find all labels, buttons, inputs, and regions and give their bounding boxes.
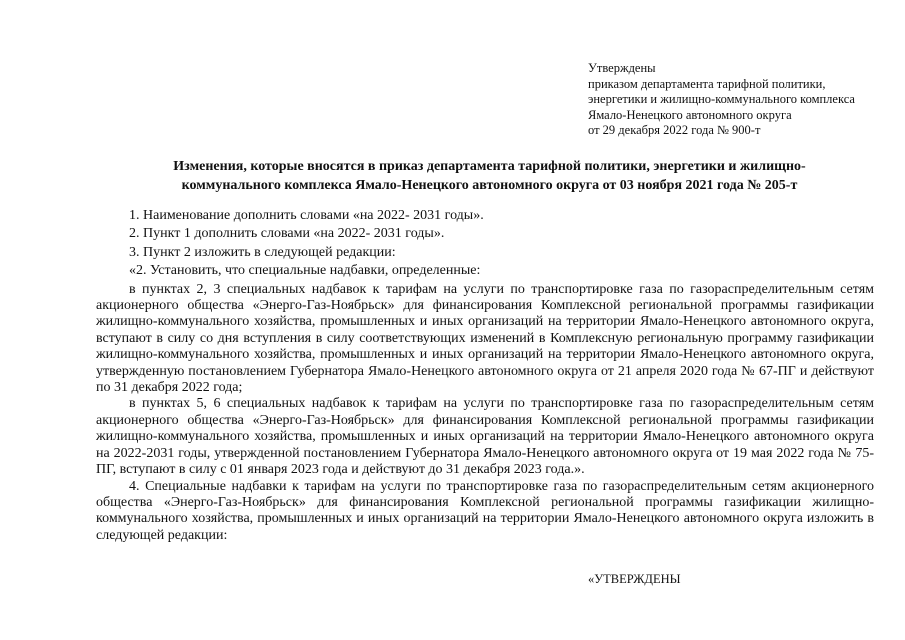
approval-line-5: от 29 декабря 2022 года № 900-т — [588, 123, 761, 138]
approval-line-1: Утверждены — [588, 61, 656, 75]
paragraph-3: 3. Пункт 2 изложить в следующей редакции: — [129, 244, 396, 260]
title-line-2: коммунального комплекса Ямало-Ненецкого автономного округа от 03 ноября 2021 года № 205-т — [181, 178, 798, 193]
paragraph-2: 2. Пункт 1 дополнить словами «на 2022- 2031 годы». — [129, 226, 445, 242]
paragraph-4: «2. Установить, что специальные надбавки, определенные: — [129, 263, 481, 279]
document-body — [96, 208, 874, 544]
paragraph-6: в пунктах 5, 6 специальных надбавок к тарифам на услуги по транспортировке газа по газораспределительным сетям акционерного общества «Энерго-Газ-Ноябрьск» для финансирования Комплексной региональной программы газификации жилищно-коммунального хозяйства, промышленных и иных организаций на территории Ямало-Ненецкого автономного округа на 2022-2031 годы, утвержденной постановлением Губернатора Ямало-Ненецкого автономного округа от 19 мая 2022 года № 75-ПГ, вступают в силу с 01 января 2023 года и действуют до 31 декабря 2023 года.». — [96, 396, 874, 478]
approval-line-2: приказом департамента тарифной политики, — [588, 76, 826, 91]
paragraph-7: 4. Специальные надбавки к тарифам на услуги по транспортировке газа по газораспределительным сетям акционерного общества «Энерго-Газ-Ноябрьск» для финансирования Комплексной региональной программы газификации жилищно-коммунального хозяйства, промышленных и иных организаций на территории Ямало-Ненецкого автономного округа изложить в следующей редакции: — [96, 478, 874, 543]
approval-block — [588, 61, 888, 139]
approval-line-3: энергетики и жилищно-коммунального комплекса — [588, 92, 855, 107]
title-line-1: Изменения, которые вносятся в приказ департамента тарифной политики, энергетики и жилищно- — [173, 159, 806, 174]
document-title — [96, 157, 883, 195]
approved-heading: «УТВЕРЖДЕНЫ — [588, 572, 681, 586]
approval-line-4: Ямало-Ненецкого автономного округа — [588, 107, 792, 122]
paragraph-1: 1. Наименование дополнить словами «на 2022- 2031 годы». — [129, 208, 484, 223]
paragraph-5: в пунктах 2, 3 специальных надбавок к тарифам на услуги по транспортировке газа по газораспределительным сетям акционерного общества «Энерго-Газ-Ноябрьск» для финансирования Комплексной региональной программы газификации жилищно-коммунального хозяйства, промышленных и иных организаций на территории Ямало-Ненецкого автономного округа, вступают в силу со дня вступления в силу соответствующих изменений в Комплексную региональную программу газификации жилищно-коммунального хозяйства, промышленных и иных организаций на территории Ямало-Ненецкого автономного округа, утвержденную постановлением Губернатора Ямало-Ненецкого автономного округа от 21 апреля 2020 года № 67-ПГ и действуют по 31 декабря 2022 года; — [96, 281, 874, 396]
